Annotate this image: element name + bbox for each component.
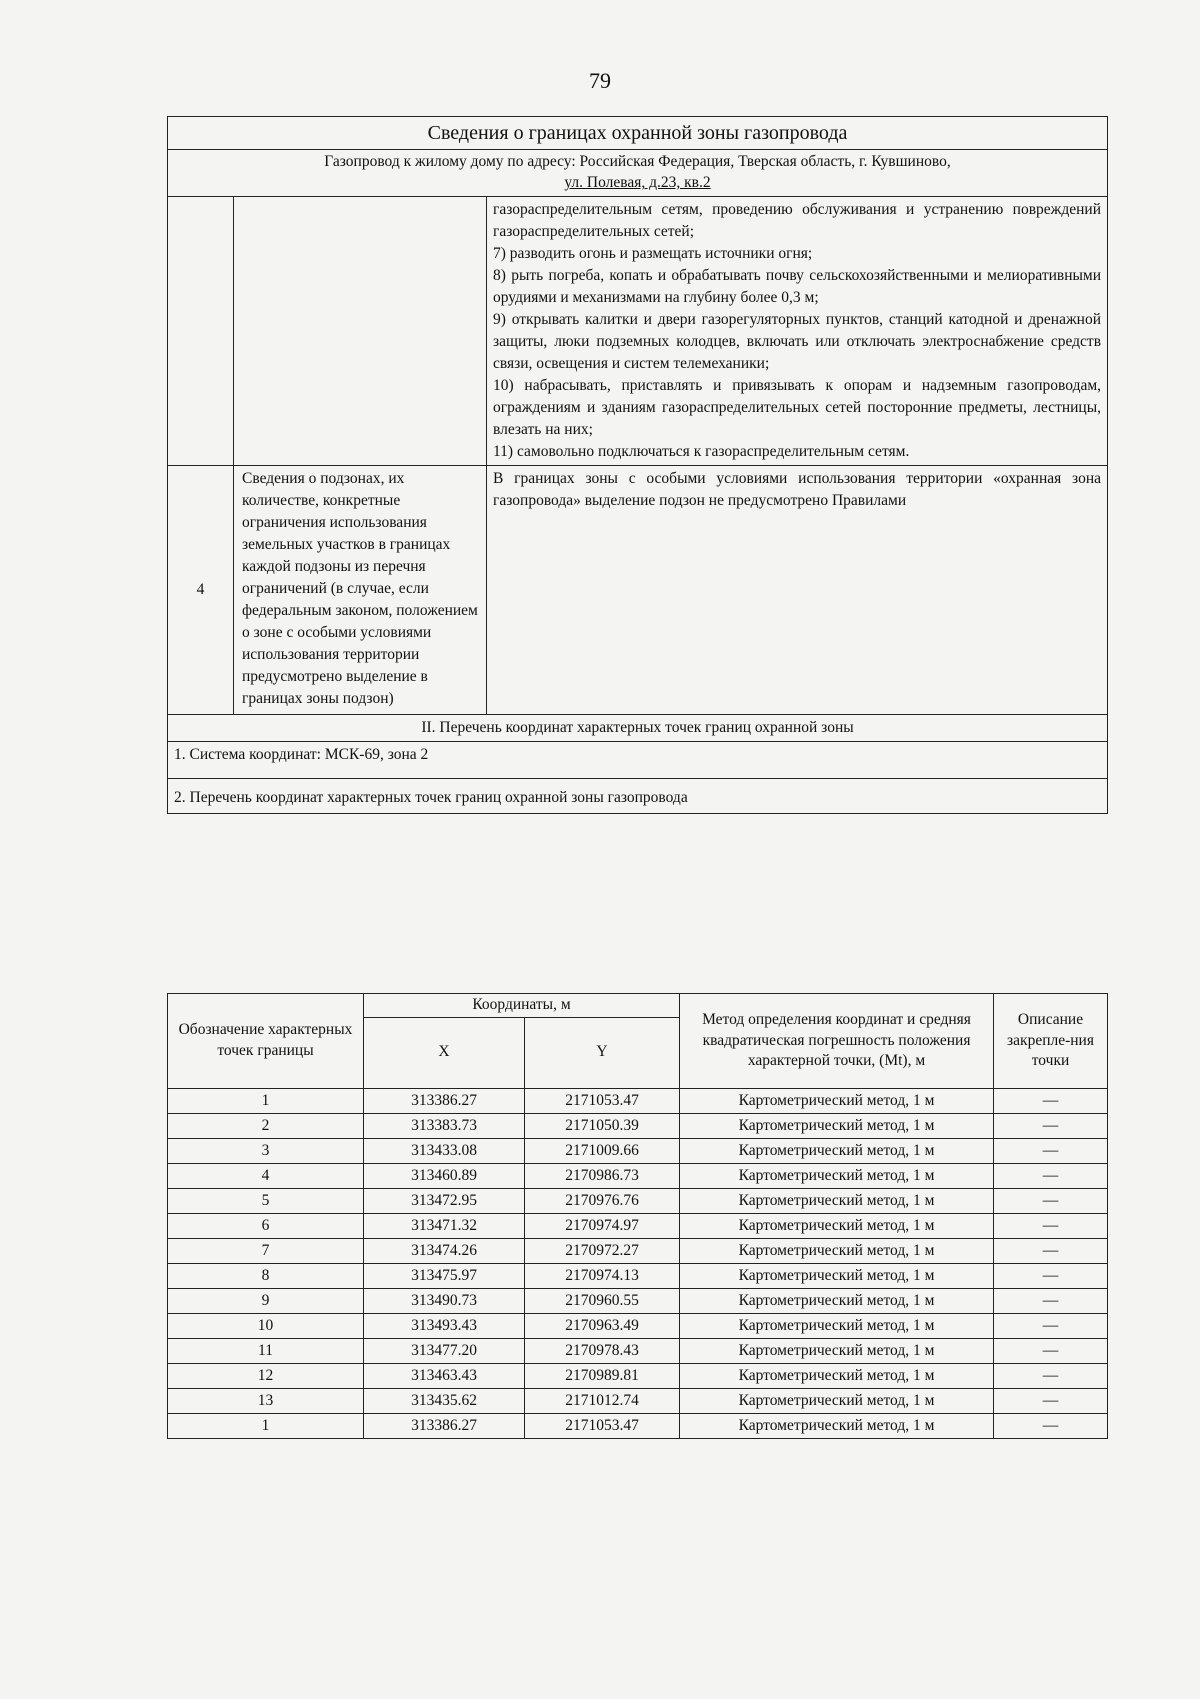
point-id: 12: [168, 1363, 364, 1388]
section-2-title: II. Перечень координат характерных точек границ охранной зоны: [168, 715, 1108, 742]
coord-x: 313471.32: [364, 1213, 525, 1238]
coord-y: 2171053.47: [525, 1088, 680, 1113]
address-cell: [168, 150, 1108, 197]
coord-x: 313435.62: [364, 1388, 525, 1413]
table-row: [168, 1263, 1108, 1288]
method: Картометрический метод, 1 м: [680, 1238, 994, 1263]
method: Картометрический метод, 1 м: [680, 1113, 994, 1138]
point-description: —: [994, 1138, 1108, 1163]
point-description: —: [994, 1338, 1108, 1363]
coord-y: 2170974.13: [525, 1263, 680, 1288]
row-number-empty: [168, 197, 234, 466]
table-row: [168, 1413, 1108, 1438]
point-description: —: [994, 1413, 1108, 1438]
point-id: 10: [168, 1313, 364, 1338]
coord-y: 2170974.97: [525, 1213, 680, 1238]
table-row: [168, 1213, 1108, 1238]
coord-x: 313386.27: [364, 1413, 525, 1438]
coord-y: 2171053.47: [525, 1413, 680, 1438]
restrictions-continued: [487, 197, 1108, 466]
coord-x: 313472.95: [364, 1188, 525, 1213]
row-4-number: 4: [168, 466, 234, 715]
table-row: [168, 1188, 1108, 1213]
coord-system-text: 1. Система координат: МСК-69, зона 2: [174, 746, 429, 764]
point-description: —: [994, 1288, 1108, 1313]
coord-x: 313474.26: [364, 1238, 525, 1263]
point-description: —: [994, 1388, 1108, 1413]
point-description: —: [994, 1363, 1108, 1388]
method: Картометрический метод, 1 м: [680, 1263, 994, 1288]
coord-y: 2170989.81: [525, 1363, 680, 1388]
coord-y: 2170978.43: [525, 1338, 680, 1363]
header-y: Y: [525, 1017, 680, 1088]
header-method: Метод определения координат и средняя квадратическая погрешность положения характерной точки, (Mt), м: [680, 994, 994, 1089]
point-description: —: [994, 1088, 1108, 1113]
table-row: [168, 1313, 1108, 1338]
coord-y: 2171009.66: [525, 1138, 680, 1163]
method: Картометрический метод, 1 м: [680, 1163, 994, 1188]
restriction-item: газораспределительным сетям, проведению обслуживания и устранению повреждений газораспределительных сетей;: [493, 201, 1102, 241]
coord-x: 313477.20: [364, 1338, 525, 1363]
table-row: [168, 1338, 1108, 1363]
coord-y: 2171012.74: [525, 1388, 680, 1413]
row-4-value: В границах зоны с особыми условиями использования территории «охранная зона газопровода» выделение подзон не предусмотрено Правилами: [487, 466, 1108, 715]
method: Картометрический метод, 1 м: [680, 1313, 994, 1338]
method: Картометрический метод, 1 м: [680, 1338, 994, 1363]
point-id: 4: [168, 1163, 364, 1188]
address-line-1: Газопровод к жилому дому по адресу: Российская Федерация, Тверская область, г. Кувшиново,: [324, 153, 951, 171]
point-id: 3: [168, 1138, 364, 1163]
table-row: [168, 1238, 1108, 1263]
point-description: —: [994, 1263, 1108, 1288]
coord-x: 313463.43: [364, 1363, 525, 1388]
method: Картометрический метод, 1 м: [680, 1413, 994, 1438]
point-id: 13: [168, 1388, 364, 1413]
point-id: 8: [168, 1263, 364, 1288]
method: Картометрический метод, 1 м: [680, 1213, 994, 1238]
table-row: [168, 1113, 1108, 1138]
page-number: 79: [589, 68, 611, 93]
coordinates-table: [167, 993, 1108, 1439]
header-coordinates: Координаты, м: [364, 994, 680, 1018]
point-id: 1: [168, 1413, 364, 1438]
method: Картометрический метод, 1 м: [680, 1288, 994, 1313]
point-id: 6: [168, 1213, 364, 1238]
point-description: —: [994, 1313, 1108, 1338]
coord-y: 2170972.27: [525, 1238, 680, 1263]
coord-x: 313433.08: [364, 1138, 525, 1163]
point-description: —: [994, 1238, 1108, 1263]
row-4-label: Сведения о подзонах, их количестве, конкретные ограничения использования земельных участков в границах каждой подзоны из перечня ограничений (в случае, если федеральным законом, положением о зоне с особыми условиями использования территории предусмотрено выделение в границах зоны подзон): [234, 466, 487, 715]
restriction-item: 11) самовольно подключаться к газораспределительным сетям.: [493, 443, 910, 461]
restriction-item: 10) набрасывать, приставлять и привязывать к опорам и надземным газопроводам, ограждениям и зданиям газораспределительных сетей посторонние предметы, лестницы, влезать на них;: [493, 377, 1102, 439]
coord-y: 2171050.39: [525, 1113, 680, 1138]
header-designation: Обозначение характерных точек границы: [168, 994, 364, 1089]
table-row: [168, 1288, 1108, 1313]
coord-x: 313383.73: [364, 1113, 525, 1138]
restriction-item: 8) рыть погреба, копать и обрабатывать почву сельскохозяйственными и мелиоративными орудиями и механизмами на глубину более 0,3 м;: [493, 267, 1102, 307]
header-description: Описание закрепле-ния точки: [994, 994, 1108, 1089]
table-row: [168, 1363, 1108, 1388]
method: Картометрический метод, 1 м: [680, 1138, 994, 1163]
restriction-item: 9) открывать калитки и двери газорегуляторных пунктов, станций катодной и дренажной защиты, люки подземных колодцев, включать или отключать электроснабжение средств связи, освещения и систем телемеханики;: [493, 311, 1102, 373]
method: Картометрический метод, 1 м: [680, 1088, 994, 1113]
coordinates-body: [168, 1088, 1108, 1438]
coord-list-title: 2. Перечень координат характерных точек границ охранной зоны газопровода: [168, 779, 1108, 814]
zone-info-table: [167, 116, 1108, 814]
method: Картометрический метод, 1 м: [680, 1388, 994, 1413]
point-id: 11: [168, 1338, 364, 1363]
coord-x: 313490.73: [364, 1288, 525, 1313]
table-row: [168, 1388, 1108, 1413]
coord-y: 2170976.76: [525, 1188, 680, 1213]
coord-y: 2170960.55: [525, 1288, 680, 1313]
point-id: 2: [168, 1113, 364, 1138]
document-title: Сведения о границах охранной зоны газопровода: [168, 117, 1108, 150]
point-id: 9: [168, 1288, 364, 1313]
table-row: [168, 1138, 1108, 1163]
point-description: —: [994, 1188, 1108, 1213]
address-line-2: ул. Полевая, д.23, кв.2: [564, 174, 711, 192]
coord-x: 313493.43: [364, 1313, 525, 1338]
point-description: —: [994, 1113, 1108, 1138]
method: Картометрический метод, 1 м: [680, 1363, 994, 1388]
restriction-item: 7) разводить огонь и размещать источники огня;: [493, 245, 813, 263]
row-label-empty: [234, 197, 487, 466]
coord-x: 313475.97: [364, 1263, 525, 1288]
point-id: 5: [168, 1188, 364, 1213]
method: Картометрический метод, 1 м: [680, 1188, 994, 1213]
coord-y: 2170986.73: [525, 1163, 680, 1188]
coord-system: [168, 742, 1108, 779]
header-x: X: [364, 1017, 525, 1088]
coord-y: 2170963.49: [525, 1313, 680, 1338]
point-id: 1: [168, 1088, 364, 1113]
coord-x: 313460.89: [364, 1163, 525, 1188]
table-row: [168, 1163, 1108, 1188]
point-id: 7: [168, 1238, 364, 1263]
table-row: [168, 1088, 1108, 1113]
coord-x: 313386.27: [364, 1088, 525, 1113]
point-description: —: [994, 1213, 1108, 1238]
point-description: —: [994, 1163, 1108, 1188]
